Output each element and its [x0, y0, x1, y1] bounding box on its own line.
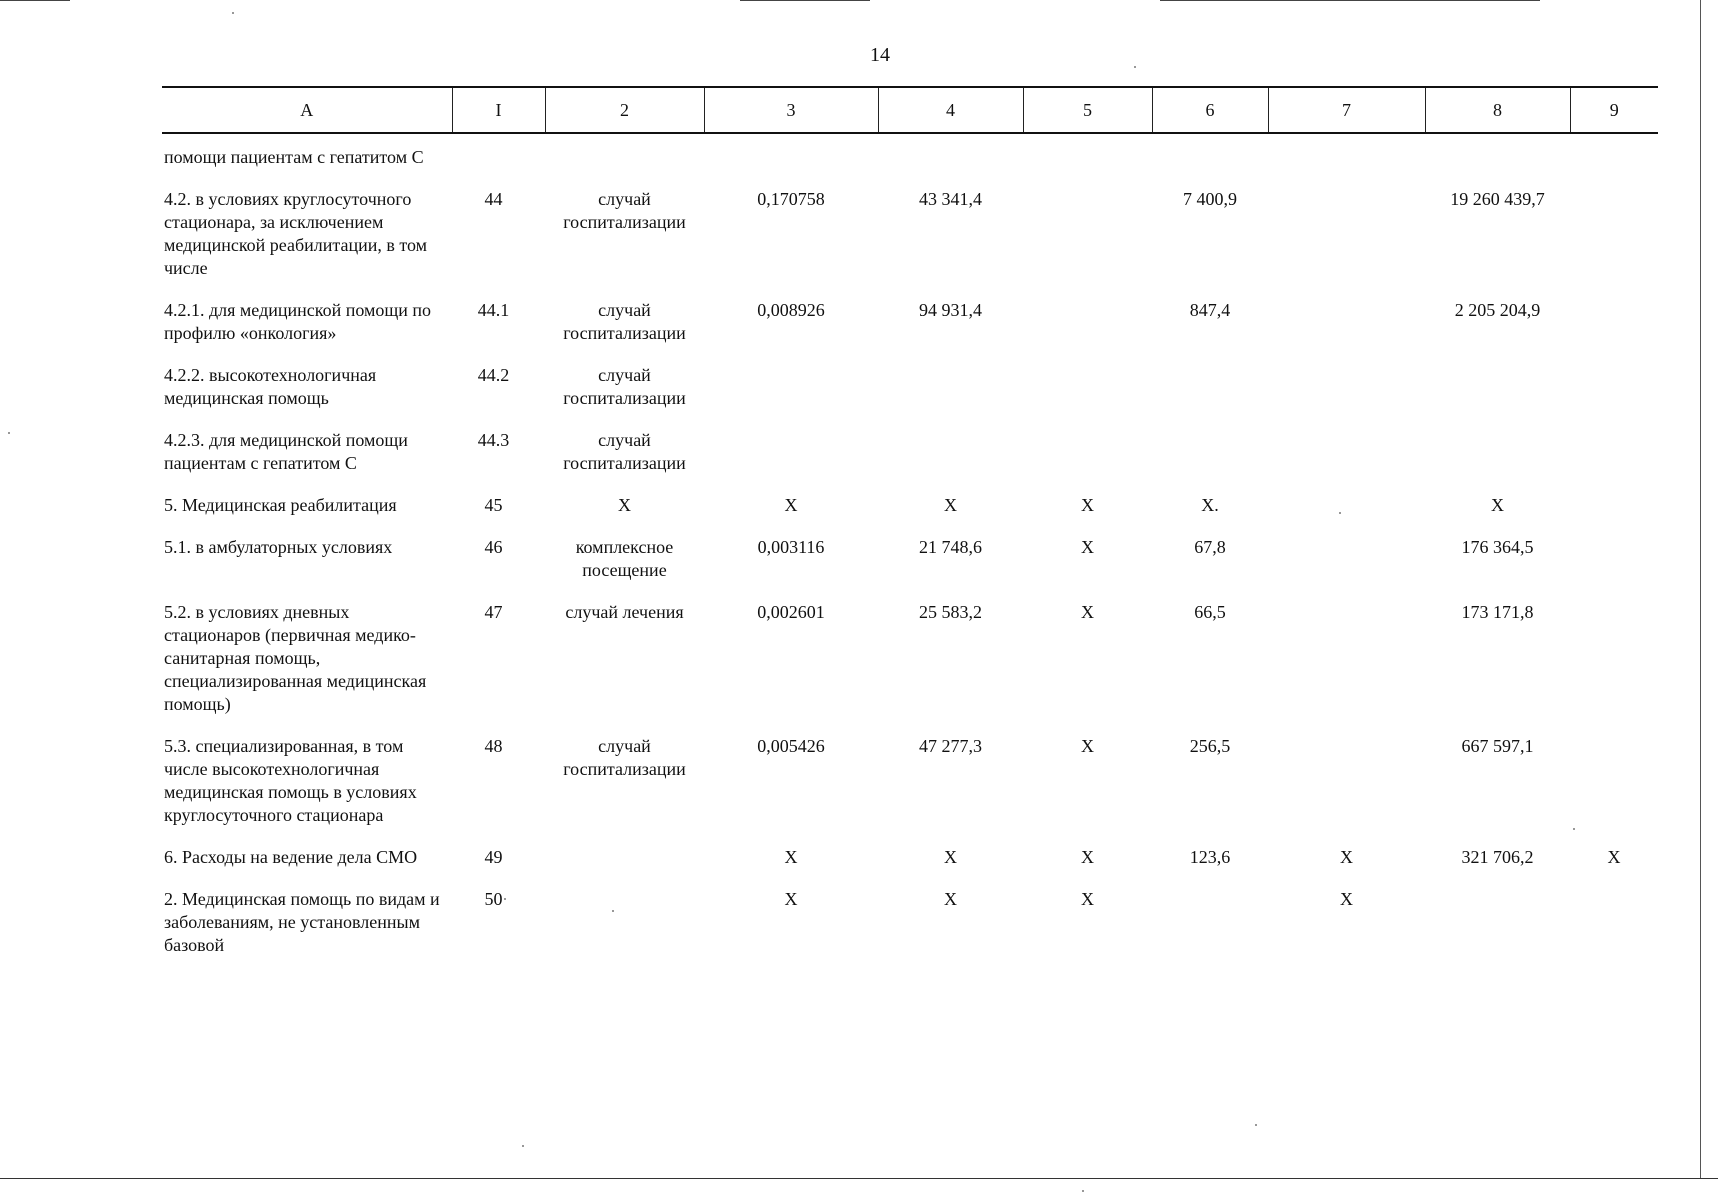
- cell-col-6: 66,5: [1194, 602, 1226, 622]
- column-header: 3: [704, 87, 878, 133]
- cell-col-4: 94 931,4: [919, 300, 982, 320]
- cell-row-code: 45: [484, 495, 503, 515]
- cell-col-5: [1023, 429, 1152, 494]
- cell-col-9: [1570, 536, 1658, 601]
- cell-indicator-name: 5. Медицинская реабилитация: [164, 495, 397, 515]
- table-row: [162, 888, 1658, 976]
- cell-col-3: 0,003116: [757, 537, 825, 557]
- cell-row-code: 50: [484, 889, 503, 909]
- cell-col-6: [1152, 888, 1268, 976]
- cell-col-7: [1268, 364, 1425, 429]
- cell-unit: случай госпитализации: [563, 300, 686, 343]
- cell-col-6: 256,5: [1189, 736, 1231, 756]
- cell-col-3: X: [784, 847, 798, 867]
- column-header: 7: [1268, 87, 1425, 133]
- cell-col-8: 667 597,1: [1461, 736, 1534, 756]
- cell-col-4: X: [944, 495, 957, 515]
- cell-col-4: [878, 364, 1023, 429]
- cell-col-4: X: [944, 889, 957, 909]
- column-header: A: [162, 87, 452, 133]
- cell-indicator-name: 4.2.1. для медицинской помощи по профилю «онкология»: [164, 300, 432, 343]
- cell-col-4: 47 277,3: [919, 736, 982, 756]
- cell-col-4: [878, 133, 1023, 188]
- scan-edge-top-right: [1160, 0, 1540, 1]
- cell-col-3: [704, 429, 878, 494]
- table-row: [162, 536, 1658, 601]
- cell-col-9: [1570, 188, 1658, 299]
- cell-col-7: [1268, 188, 1425, 299]
- cell-col-7: [1268, 601, 1425, 735]
- cell-col-9: [1570, 364, 1658, 429]
- cell-indicator-name: 4.2. в условиях круглосуточного стационара, за исключением медицинской реабилитации, в том числе: [164, 189, 428, 278]
- scan-edge-top-left: [0, 0, 70, 1]
- cell-col-9: [1570, 735, 1658, 846]
- cell-col-5: X: [1081, 495, 1094, 515]
- cell-unit: случай госпитализации: [563, 430, 686, 473]
- table-row: [162, 735, 1658, 846]
- cell-indicator-name: 4.2.3. для медицинской помощи пациентам с гепатитом С: [164, 430, 408, 473]
- page-number: 14: [870, 44, 890, 66]
- cell-row-code: [452, 133, 545, 188]
- cell-unit: X: [618, 495, 631, 515]
- cell-col-8: [1425, 133, 1570, 188]
- cell-indicator-name: 6. Расходы на ведение дела СМО: [164, 847, 418, 867]
- scan-edge-right: [1700, 0, 1701, 1178]
- cell-col-9: [1570, 299, 1658, 364]
- scan-speck: [522, 1145, 524, 1147]
- cell-unit: [545, 846, 704, 888]
- cell-col-7: [1268, 299, 1425, 364]
- table-header-row: [162, 87, 1658, 133]
- cell-row-code: 44: [484, 189, 503, 209]
- cell-col-6: X.: [1201, 495, 1219, 515]
- cell-row-code: 47: [484, 602, 503, 622]
- cell-col-8: 19 260 439,7: [1450, 189, 1545, 209]
- cell-col-8: [1425, 429, 1570, 494]
- cell-col-9: [1570, 888, 1658, 976]
- cell-col-8: 321 706,2: [1461, 847, 1534, 867]
- table-row: [162, 364, 1658, 429]
- cell-col-7: [1268, 494, 1425, 536]
- column-header: 8: [1425, 87, 1570, 133]
- cell-unit: случай госпитализации: [563, 189, 686, 232]
- cell-row-code: 44.3: [477, 430, 510, 450]
- cell-row-code: 48: [484, 736, 503, 756]
- cell-col-3: 0,002601: [757, 602, 825, 622]
- scan-speck: [1082, 1190, 1084, 1192]
- cell-col-6: [1152, 429, 1268, 494]
- cell-col-7: X: [1340, 889, 1353, 909]
- cell-col-5: X: [1081, 602, 1094, 622]
- cell-indicator-name: 2. Медицинская помощь по видам и заболеваниям, не установленным базовой: [164, 889, 440, 955]
- cell-col-9: [1570, 601, 1658, 735]
- cell-col-7: [1268, 133, 1425, 188]
- cell-col-5: [1023, 299, 1152, 364]
- cell-unit: случай госпитализации: [563, 365, 686, 408]
- cell-col-8: X: [1491, 495, 1504, 515]
- scan-speck: [1134, 66, 1136, 68]
- cell-col-3: 0,170758: [757, 189, 825, 209]
- cell-col-8: [1425, 888, 1570, 976]
- scan-speck: [8, 432, 10, 434]
- column-header: 6: [1152, 87, 1268, 133]
- cell-indicator-name: 5.2. в условиях дневных стационаров (первичная медико-санитарная помощь, специализированная медицинская помощь): [164, 602, 427, 714]
- cell-row-code: 44.1: [477, 300, 510, 320]
- cell-col-3: [704, 364, 878, 429]
- cell-col-4: 21 748,6: [919, 537, 982, 557]
- cell-col-8: [1425, 364, 1570, 429]
- cell-col-6: 7 400,9: [1183, 189, 1237, 209]
- cell-unit: случай лечения: [565, 602, 684, 622]
- table-row: [162, 494, 1658, 536]
- cell-row-code: 44.2: [477, 365, 510, 385]
- column-header: 2: [545, 87, 704, 133]
- cell-col-3: X: [784, 495, 798, 515]
- cell-col-6: 847,4: [1189, 300, 1231, 320]
- cell-col-6: [1152, 364, 1268, 429]
- cell-col-5: [1023, 133, 1152, 188]
- cell-col-8: 176 364,5: [1461, 537, 1534, 557]
- cell-indicator-name: 4.2.2. высокотехнологичная медицинская помощь: [164, 365, 377, 408]
- cell-col-4: 43 341,4: [919, 189, 982, 209]
- cell-col-6: 67,8: [1194, 537, 1226, 557]
- table-row: [162, 601, 1658, 735]
- cell-indicator-name: 5.1. в амбулаторных условиях: [164, 537, 393, 557]
- column-header: I: [452, 87, 545, 133]
- cell-col-4: 25 583,2: [919, 602, 982, 622]
- cell-col-5: [1023, 364, 1152, 429]
- scan-edge-top-middle: [740, 0, 870, 1]
- scan-edge-bottom: [0, 1178, 1718, 1179]
- cell-unit: [545, 888, 704, 976]
- cell-col-4: [878, 429, 1023, 494]
- cell-col-5: X: [1081, 736, 1094, 756]
- table-row: [162, 133, 1658, 188]
- cell-indicator-name: помощи пациентам с гепатитом С: [164, 147, 424, 167]
- cell-col-9: X: [1607, 847, 1621, 867]
- cell-col-3: 0,005426: [757, 736, 825, 756]
- cell-col-9: [1570, 429, 1658, 494]
- scan-speck: [1255, 1124, 1257, 1126]
- table-body: [162, 133, 1658, 976]
- cell-col-3: [704, 133, 878, 188]
- cell-col-6: 123,6: [1189, 847, 1231, 867]
- cell-col-7: [1268, 536, 1425, 601]
- cell-col-6: [1152, 133, 1268, 188]
- cell-row-code: 49: [484, 847, 503, 867]
- column-header: 4: [878, 87, 1023, 133]
- cell-indicator-name: 5.3. специализированная, в том числе высокотехнологичная медицинская помощь в условиях круглосуточного стационара: [164, 736, 417, 825]
- cell-col-7: [1268, 735, 1425, 846]
- cell-col-5: X: [1081, 889, 1094, 909]
- table-row: [162, 846, 1658, 888]
- data-table: [162, 86, 1658, 976]
- scan-speck: [232, 12, 234, 14]
- column-header: 9: [1570, 87, 1658, 133]
- cell-unit: комплексное посещение: [575, 537, 674, 580]
- cell-col-7: [1268, 429, 1425, 494]
- cell-col-8: 173 171,8: [1461, 602, 1534, 622]
- cell-col-7: X: [1340, 847, 1353, 867]
- cell-col-5: X: [1081, 537, 1094, 557]
- column-header: 5: [1023, 87, 1152, 133]
- cell-col-8: 2 205 204,9: [1454, 300, 1541, 320]
- cell-col-4: X: [944, 847, 957, 867]
- cell-col-3: X: [784, 889, 798, 909]
- cell-unit: случай госпитализации: [563, 736, 686, 779]
- cell-col-3: 0,008926: [757, 300, 825, 320]
- cell-col-9: [1570, 494, 1658, 536]
- cell-col-5: X: [1081, 847, 1094, 867]
- cell-unit: [545, 133, 704, 188]
- table-row: [162, 429, 1658, 494]
- cell-col-5: [1023, 188, 1152, 299]
- table-row: [162, 188, 1658, 299]
- cell-col-9: [1570, 133, 1658, 188]
- table-row: [162, 299, 1658, 364]
- cell-row-code: 46: [484, 537, 503, 557]
